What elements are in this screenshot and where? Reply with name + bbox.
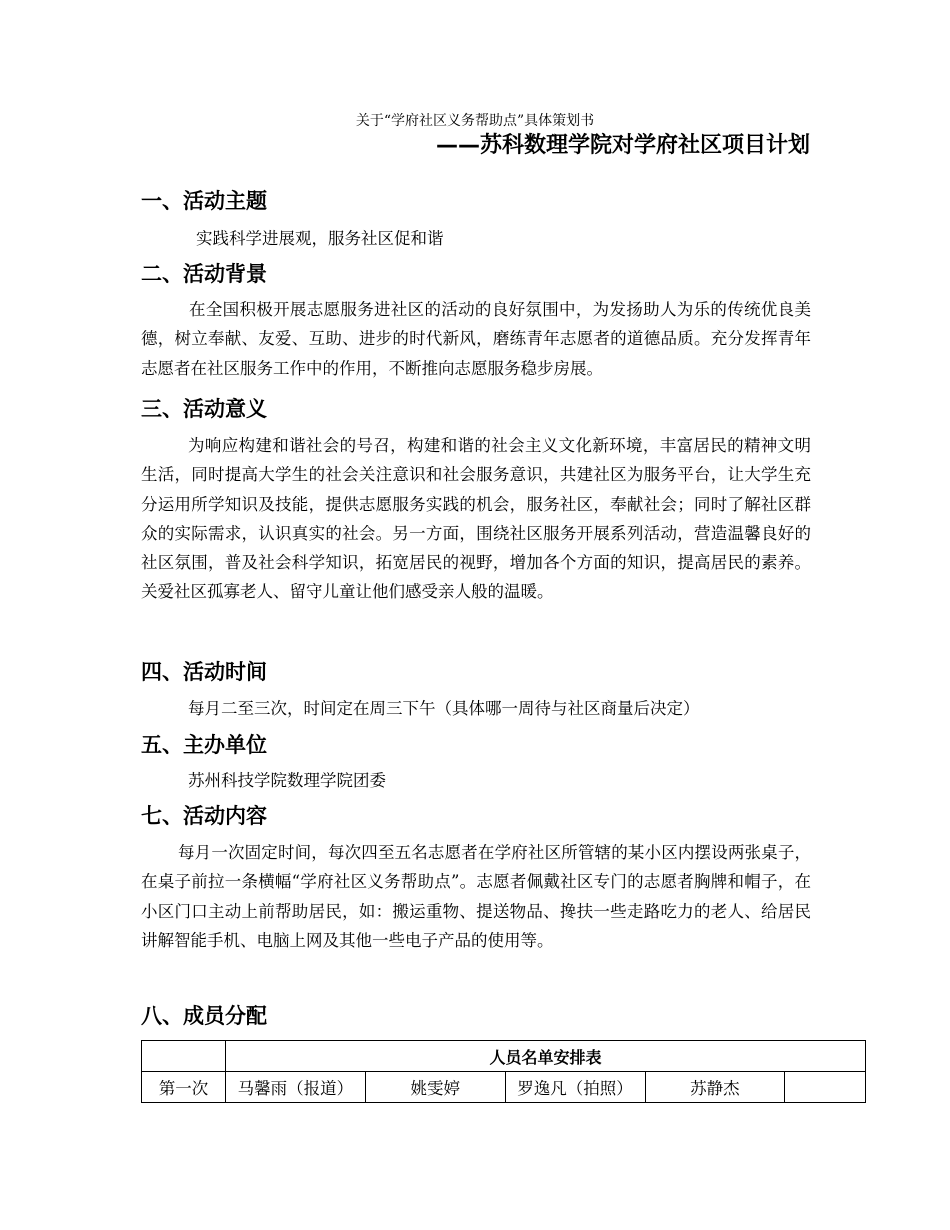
table-row [142, 1072, 866, 1103]
document-subtitle: ——苏科数理学院对学府社区项目计划 [435, 133, 810, 158]
roster-row-label: 第一次 [142, 1072, 226, 1103]
section-heading-significance: 三、活动意义 [141, 397, 267, 421]
section-heading-organizer: 五、主办单位 [141, 733, 267, 757]
roster-cell: 苏静杰 [645, 1072, 785, 1103]
section-body-time: 每月二至三次，时间定在周三下午（具体哪一周待与社区商量后决定） [188, 699, 700, 718]
roster-header-row [142, 1041, 866, 1072]
roster-cell [785, 1072, 866, 1103]
section-heading-time: 四、活动时间 [141, 660, 267, 684]
section-body-background: 在全国积极开展志愿服务进社区的活动的良好氛围中，为发扬助人为乐的传统优良美德，树立奉献、友爱、互助、进步的时代新风，磨练青年志愿者的道德品质。充分发挥青年志愿者在社区服务工作中的作用，不断推向志愿服务稳步房展。 [141, 300, 811, 378]
roster-cell: 罗逸凡（拍照） [505, 1072, 645, 1103]
roster-table-title: 人员名单安排表 [225, 1041, 865, 1072]
section-body-significance: 为响应构建和谐社会的号召，构建和谐的社会主义文化新环境，丰富居民的精神文明生活，同时提高大学生的社会关注意识和社会服务意识，共建社区为服务平台，让大学生充分运用所学知识及技能，提供志愿服务实践的机会，服务社区，奉献社会；同时了解社区群众的实际需求，认识真实的社会。另一方面，围绕社区服务开展系列活动，营造温馨良好的社区氛围，普及社会科学知识，拓宽居民的视野，增加各个方面的知识，提高居民的素养。关爱社区孤寡老人、留守儿童让他们感受亲人般的温暖。 [141, 436, 811, 602]
section-body-content: 每月一次固定时间，每次四至五名志愿者在学府社区所管辖的某小区内摆设两张桌子，在桌子前拉一条横幅“学府社区义务帮助点”。志愿者佩戴社区专门的志愿者胸牌和帽子，在小区门口主动上前帮助居民，如：搬运重物、提送物品、搀扶一些走路吃力的老人、给居民讲解智能手机、电脑上网及其他一些电子产品的使用等。 [141, 843, 811, 950]
section-heading-content: 七、活动内容 [141, 804, 267, 828]
roster-cell: 姚雯婷 [365, 1072, 505, 1103]
roster-table [141, 1040, 866, 1103]
roster-cell: 马馨雨（报道） [225, 1072, 365, 1103]
section-body-theme: 实践科学进展观，服务社区促和谐 [196, 229, 444, 248]
section-heading-theme: 一、活动主题 [141, 189, 267, 213]
section-heading-background: 二、活动背景 [141, 262, 267, 286]
section-body-organizer: 苏州科技学院数理学院团委 [188, 771, 386, 790]
section-heading-members: 八、成员分配 [141, 1004, 267, 1028]
roster-corner-cell [142, 1041, 226, 1072]
document-pretitle: 关于“学府社区义务帮助点”具体策划书 [355, 113, 595, 129]
